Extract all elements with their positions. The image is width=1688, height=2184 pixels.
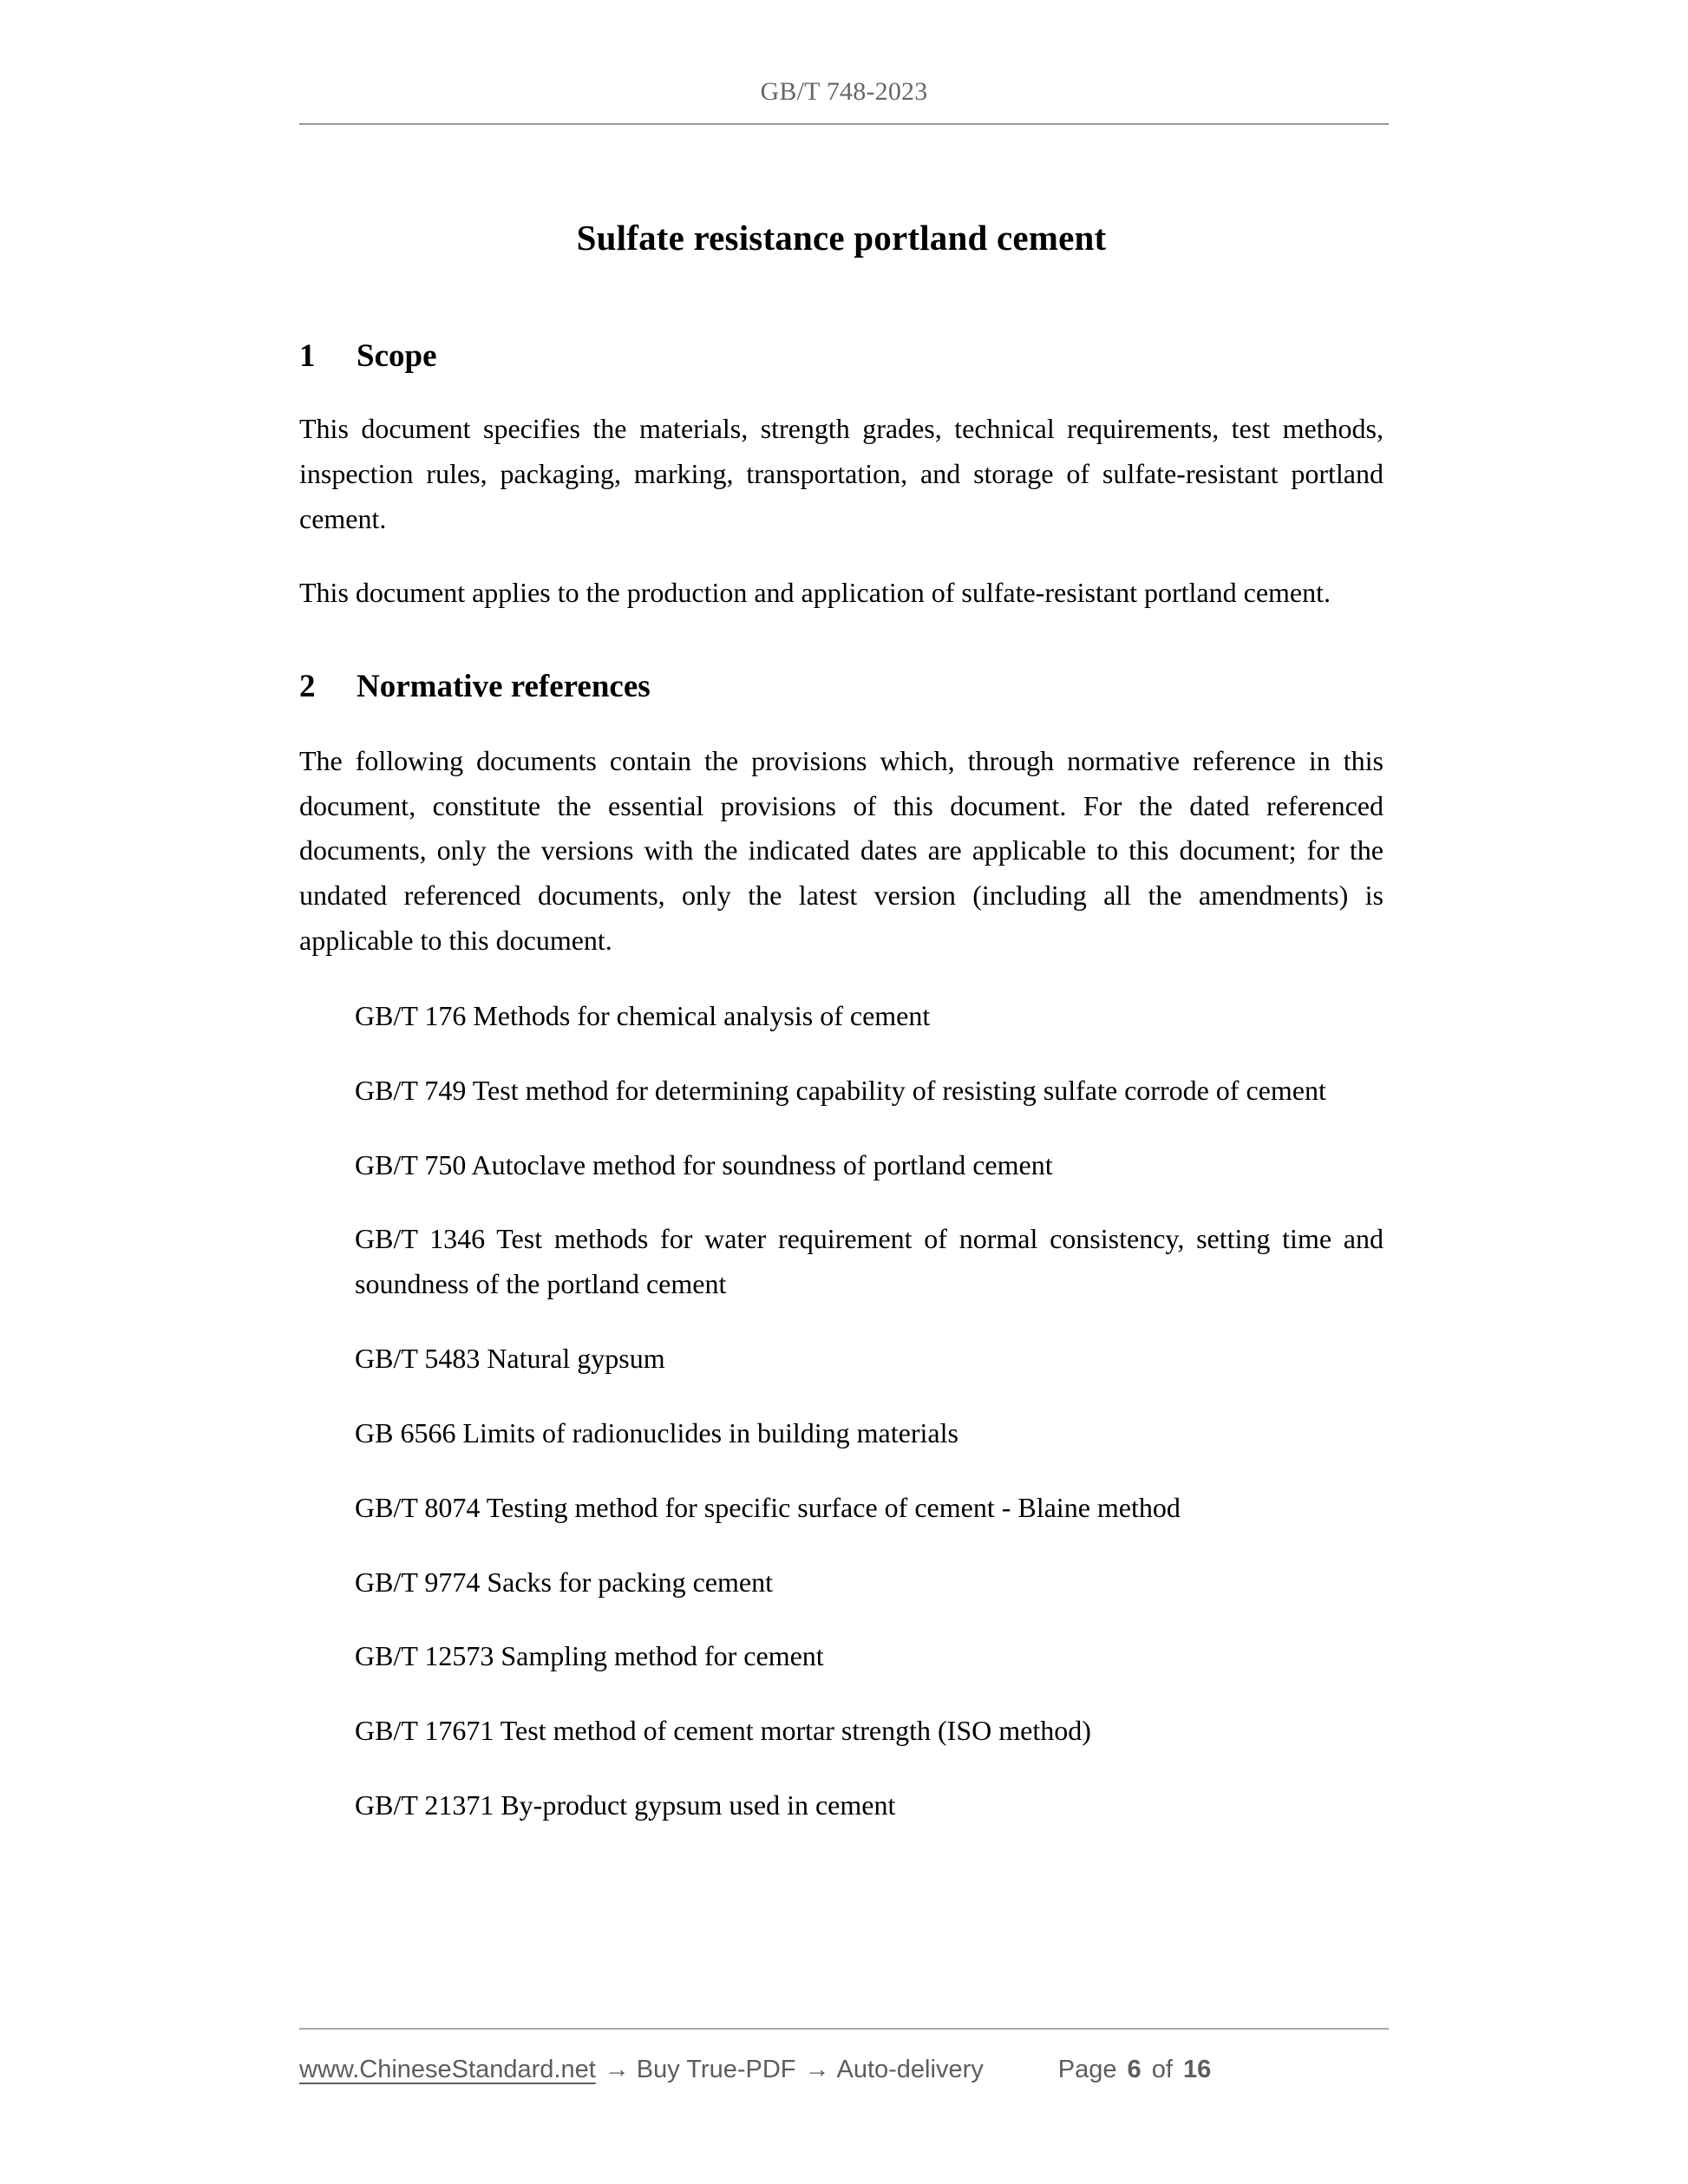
section-number: 1 bbox=[299, 338, 316, 375]
list-item: GB/T 9774 Sacks for packing cement bbox=[355, 1566, 773, 1598]
page-indicator bbox=[1058, 2056, 1215, 2084]
spacer bbox=[299, 1039, 1384, 1069]
section-heading-normative-references bbox=[299, 666, 1384, 708]
arrow-right-icon: → bbox=[804, 2056, 830, 2083]
list-item: GB/T 176 Methods for chemical analysis of cement bbox=[355, 999, 931, 1031]
of-word: of bbox=[1151, 2056, 1173, 2083]
header-divider bbox=[299, 123, 1389, 125]
spacer bbox=[299, 1114, 1384, 1143]
footer-content bbox=[299, 2056, 1389, 2084]
spacer bbox=[299, 260, 1384, 336]
spacer bbox=[299, 1307, 1384, 1337]
list-item: GB/T 750 Autoclave method for soundness of portland cement bbox=[355, 1148, 1053, 1180]
section-heading-scope bbox=[299, 336, 1384, 377]
normative-references-intro: The following documents contain the provisions which, through normative reference in this document, constitute the essential provisions of this document. For the dated referenced documents, only the versions with the indicated dates are applicable to this document; for the undated referenced documents, only the latest version (including all the amendments) is applicable to this document. bbox=[299, 744, 1384, 957]
spacer bbox=[299, 1605, 1384, 1634]
document-content bbox=[299, 182, 1384, 1828]
page-footer bbox=[299, 2028, 1389, 2084]
total-page-number: 16 bbox=[1182, 2056, 1212, 2083]
spacer bbox=[299, 1382, 1384, 1411]
spacer bbox=[299, 1754, 1384, 1783]
standard-number-header: GB/T 748-2023 bbox=[760, 77, 928, 106]
scope-paragraph-1: This document specifies the materials, strength grades, technical requirements, test methods, inspection rules, packaging, marking, transportation, and storage of sulfate-resistant portland cement. bbox=[299, 413, 1384, 534]
footer-divider bbox=[299, 2028, 1389, 2030]
spacer bbox=[299, 616, 1384, 666]
scope-paragraph-2: This document applies to the production and application of sulfate-resistant portland cement. bbox=[299, 576, 1331, 608]
arrow-right-icon: → bbox=[604, 2056, 630, 2083]
page-title: Sulfate resistance portland cement bbox=[576, 218, 1107, 258]
list-item: GB/T 5483 Natural gypsum bbox=[355, 1343, 665, 1375]
list-item: GB 6566 Limits of radionuclides in building materials bbox=[355, 1416, 958, 1448]
page-header bbox=[299, 76, 1389, 125]
footer-promo-label: Buy True-PDF bbox=[636, 2056, 796, 2083]
footer-delivery-label: Auto-delivery bbox=[836, 2056, 984, 2083]
spacer bbox=[299, 1187, 1384, 1217]
spacer bbox=[299, 1531, 1384, 1560]
footer-website-link[interactable]: www.ChineseStandard.net bbox=[299, 2056, 596, 2083]
spacer bbox=[299, 1456, 1384, 1486]
section-label: Scope bbox=[357, 338, 437, 375]
list-item: GB/T 749 Test method for determining capability of resisting sulfate corrode of cement bbox=[355, 1074, 1326, 1106]
section-label: Normative references bbox=[357, 668, 651, 704]
list-item: GB/T 21371 By-product gypsum used in cement bbox=[355, 1789, 896, 1821]
page-word: Page bbox=[1057, 2056, 1117, 2083]
spacer bbox=[299, 964, 1384, 994]
spacer bbox=[299, 542, 1384, 571]
spacer bbox=[299, 708, 1384, 739]
spacer bbox=[299, 377, 1384, 407]
current-page-number: 6 bbox=[1127, 2056, 1142, 2083]
list-item: GB/T 1346 Test methods for water requirement of normal consistency, setting time and soundness of the portland cement bbox=[355, 1223, 1384, 1300]
normative-reference-list bbox=[299, 994, 1384, 1828]
spacer bbox=[299, 1679, 1384, 1709]
list-item: GB/T 8074 Testing method for specific surface of cement - Blaine method bbox=[355, 1491, 1181, 1523]
section-number: 2 bbox=[299, 668, 316, 704]
list-item: GB/T 17671 Test method of cement mortar strength (ISO method) bbox=[355, 1715, 1091, 1747]
list-item: GB/T 12573 Sampling method for cement bbox=[355, 1640, 824, 1672]
